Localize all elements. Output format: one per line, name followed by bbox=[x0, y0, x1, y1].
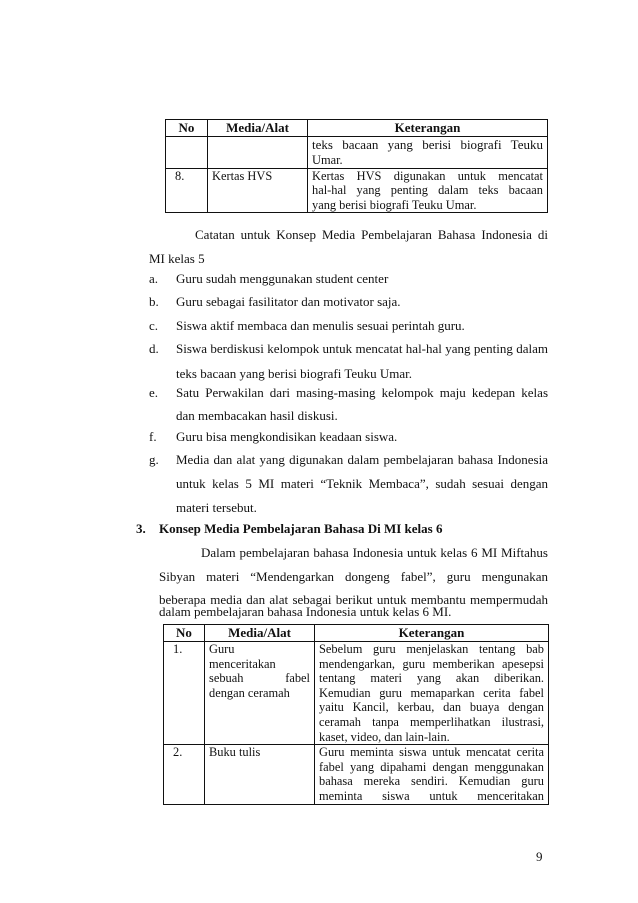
media-table-kelas-6 bbox=[163, 624, 549, 805]
cell-keterangan bbox=[308, 168, 548, 213]
cell-no: 2. bbox=[164, 745, 205, 804]
section-number: 3. bbox=[136, 521, 146, 536]
cell-keterangan bbox=[308, 137, 548, 169]
cell-line: teks bacaan yang berisi biografi Teuku bbox=[312, 137, 543, 152]
cell-line: Guru meminta siswa untuk mencatat cerita bbox=[319, 745, 544, 760]
cell-keterangan bbox=[315, 745, 549, 804]
list-item: Siswa berdiskusi kelompok untuk mencatat hal-hal yang penting dalam bbox=[176, 341, 548, 356]
list-marker: b. bbox=[149, 294, 159, 309]
list-item-continued: dan membacakan hasil diskusi. bbox=[176, 408, 338, 423]
header-media: Media/Alat bbox=[205, 625, 315, 642]
list-item: Satu Perwakilan dari masing-masing kelompok maju kedepan kelas bbox=[176, 385, 548, 400]
list-marker: d. bbox=[149, 341, 159, 356]
section-paragraph-line: Dalam pembelajaran bahasa Indonesia untuk kelas 6 MI Miftahus bbox=[201, 545, 548, 560]
section-paragraph-line: dalam pembelajaran bahasa Indonesia untuk kelas 6 MI. bbox=[159, 604, 452, 619]
cell-line: bahasa mereka sendiri. Kemudian guru bbox=[319, 774, 544, 789]
section-paragraph-line: beberapa media dan alat sebagai berikut untuk membantu mempermudah bbox=[159, 592, 548, 607]
cell-line: Sebelum guru menjelaskan tentang bab bbox=[319, 642, 544, 656]
media-table-kelas-5 bbox=[165, 119, 548, 213]
cell-line: menceritakan bbox=[209, 656, 276, 671]
cell-media bbox=[208, 137, 308, 169]
cell-line: yang berisi biografi Teuku Umar. bbox=[312, 197, 477, 212]
cell-line: meminta siswa untuk menceritakan bbox=[319, 788, 544, 803]
cell-line: Kemudian guru memaparkan cerita fabel bbox=[319, 685, 544, 700]
cell-line: dengan ceramah bbox=[209, 685, 290, 700]
cell-line: Umar. bbox=[312, 153, 343, 167]
catatan-line-2: MI kelas 5 bbox=[149, 251, 205, 266]
list-marker: c. bbox=[149, 318, 159, 333]
list-marker: g. bbox=[149, 452, 159, 467]
list-marker: a. bbox=[149, 271, 159, 286]
table-row bbox=[164, 642, 549, 745]
cell-line: Guru bbox=[209, 642, 235, 656]
cell-line: fabel yang dipahami dengan menggunakan bbox=[319, 759, 544, 774]
cell-no: 8. bbox=[166, 168, 208, 213]
table-row bbox=[164, 745, 549, 804]
list-item-continued: materi tersebut. bbox=[176, 500, 257, 515]
cell-no bbox=[166, 137, 208, 169]
list-item-continued: teks bacaan yang berisi biografi Teuku Umar. bbox=[176, 366, 413, 381]
header-keterangan: Keterangan bbox=[315, 625, 549, 642]
cell-media bbox=[205, 642, 315, 745]
header-keterangan: Keterangan bbox=[308, 120, 548, 137]
list-item-continued: untuk kelas 5 MI materi “Teknik Membaca”, sudah sesuai dengan bbox=[176, 476, 548, 491]
cell-line: yaitu Kancil, kerbau, dan buaya dengan bbox=[319, 700, 544, 715]
table-row bbox=[166, 137, 548, 169]
cell-line: Kertas HVS digunakan untuk mencatat bbox=[312, 168, 543, 183]
list-marker: e. bbox=[149, 385, 159, 400]
cell-media: Kertas HVS bbox=[208, 168, 308, 213]
section-heading: Konsep Media Pembelajaran Bahasa Di MI kelas 6 bbox=[159, 521, 443, 536]
page-number: 9 bbox=[536, 849, 543, 864]
header-no: No bbox=[164, 625, 205, 642]
header-no: No bbox=[166, 120, 208, 137]
table-header-row bbox=[166, 120, 548, 137]
table-row bbox=[166, 168, 548, 213]
cell-line: sebuah fabel bbox=[209, 671, 310, 686]
list-item: Siswa aktif membaca dan menulis sesuai perintah guru. bbox=[176, 318, 465, 333]
list-item: Guru sudah menggunakan student center bbox=[176, 271, 389, 286]
cell-line: hal-hal yang penting dalam teks bacaan bbox=[312, 183, 543, 198]
section-paragraph-line: Sibyan materi “Mendengarkan dongeng fabel”, guru mengunakan bbox=[159, 569, 548, 584]
cell-no: 1. bbox=[164, 642, 205, 745]
cell-media: Buku tulis bbox=[205, 745, 315, 804]
list-item: Guru sebagai fasilitator dan motivator saja. bbox=[176, 294, 401, 309]
cell-keterangan bbox=[315, 642, 549, 745]
list-marker: f. bbox=[149, 429, 157, 444]
cell-line: mendengarkan, guru memberikan apesepsi bbox=[319, 656, 544, 671]
list-item: Guru bisa mengkondisikan keadaan siswa. bbox=[176, 429, 398, 444]
cell-line: kaset, video, dan lain-lain. bbox=[319, 729, 450, 744]
cell-line: tentang materi yang akan diberikan. bbox=[319, 671, 544, 686]
list-item: Media dan alat yang digunakan dalam pembelajaran bahasa Indonesia bbox=[176, 452, 548, 467]
header-media: Media/Alat bbox=[208, 120, 308, 137]
table-header-row bbox=[164, 625, 549, 642]
catatan-line-1: Catatan untuk Konsep Media Pembelajaran Bahasa Indonesia di bbox=[195, 227, 548, 242]
cell-line: ceramah tanpa memperlihatkan ilustrasi, bbox=[319, 714, 544, 729]
